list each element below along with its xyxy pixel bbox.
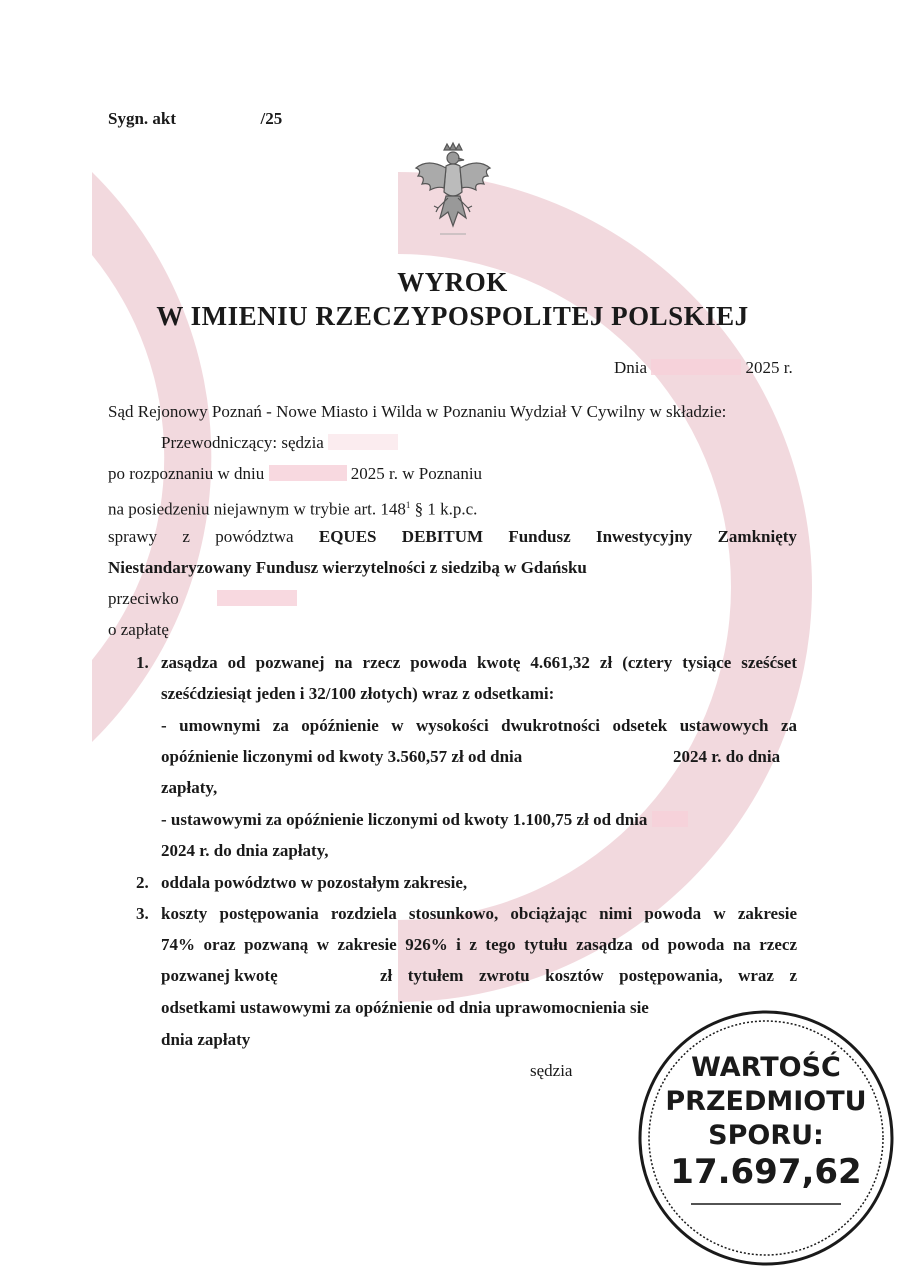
session-sup: 1 [405,500,411,510]
item-text-line: zapłaty, [161,778,218,797]
word: z [182,527,190,546]
item-text-line: oddala powództwo w pozostałym zakresie, [161,873,468,892]
word: powództwa [215,527,294,546]
item-text-line: 2024 r. do dnia zapłaty, [161,841,329,860]
dispute-value-stamp [636,1008,896,1268]
redaction [328,434,398,450]
plaintiff-name-line2: Niestandaryzowany Fundusz wierzytelności z siedzibą w Gdańsku [108,558,587,577]
item-text-line: zasądza od pozwanej na rzecz powoda kwotę 4.661,32 zł (cztery tysiące sześćset [161,653,797,672]
stamp-line3: SPORU: [708,1120,824,1151]
hearing-date [108,464,482,484]
item-text-line: zł tytułem zwrotu kosztów postępowania, wraz z [380,966,797,985]
session-line [108,495,477,520]
word: Zamknięty [717,527,797,546]
date-prefix: Dnia [614,358,648,377]
judgment-date [614,358,793,378]
presiding-judge-label: Przewodniczący: sędzia [161,433,324,452]
item-text-line: 2024 r. do dnia [673,747,781,766]
redaction [652,811,688,827]
presiding-judge [161,433,398,453]
stamp-value: 17.697,62 [670,1152,862,1192]
word: sprawy [108,527,158,546]
polish-eagle-icon [408,140,498,240]
case-signature-suffix: /25 [260,109,283,128]
case-signature [108,109,282,129]
case-signature-label: Sygn. akt [108,109,177,128]
judgment-title: WYROK [397,267,508,297]
word: Fundusz [508,527,571,546]
case-subject: o zapłatę [108,620,169,639]
plaintiff-line [108,527,797,547]
item-number: 1. [136,653,149,672]
court-line: Sąd Rejonowy Poznań - Nowe Miasto i Wilda w Poznaniu Wydział V Cywilny w składzie: [108,402,727,421]
item-text-line: dnia zapłaty [161,1030,251,1049]
stamp-line2: PRZEDMIOTU [665,1086,867,1117]
item-number: 3. [136,904,149,923]
redaction [651,359,741,375]
item-text-line: 74% oraz pozwaną w zakresie 926% i z tego tytułu zasądza od powoda na rzecz [161,935,797,954]
item-text: - ustawowymi za opóźnienie liczonymi od kwoty 1.100,75 zł od dnia [161,810,648,829]
word: Inwestycyjny [595,527,693,546]
item-text-line: koszty postępowania rozdziela stosunkowo, obciążając nimi powoda w zakresie [161,904,797,923]
item-text-line [161,810,688,830]
redaction [217,590,297,606]
word: EQUES [318,527,377,546]
item-text-line: pozwanej kwotę [161,966,278,985]
date-suffix: 2025 r. [745,358,793,377]
hearing-date-prefix: po rozpoznaniu w dniu [108,464,265,483]
stamp-line1: WARTOŚĆ [691,1052,841,1083]
judgment-subtitle: W IMIENIU RZECZYPOSPOLITEJ POLSKIEJ [156,301,749,331]
item-text-line: sześćdziesiąt jeden i 32/100 złotych) wraz z odsetkami: [161,684,555,703]
session-prefix: na posiedzeniu niejawnym w trybie art. 148 [108,499,406,519]
against-label: przeciwko [108,589,179,608]
word: DEBITUM [401,527,484,546]
judge-signature: sędzia [530,1061,573,1080]
redaction [269,465,347,481]
item-text-line: odsetkami ustawowymi za opóźnienie od dnia uprawomocnienia sie [161,998,649,1017]
item-text-line: - umownymi za opóźnienie w wysokości dwukrotności odsetek ustawowych za [161,716,797,735]
session-suffix: § 1 k.p.c. [410,499,478,519]
item-number: 2. [136,873,149,892]
defendant-line [108,589,297,609]
item-text-line: opóźnienie liczonymi od kwoty 3.560,57 zł od dnia [161,747,523,766]
hearing-date-suffix: 2025 r. w Poznaniu [350,464,483,483]
